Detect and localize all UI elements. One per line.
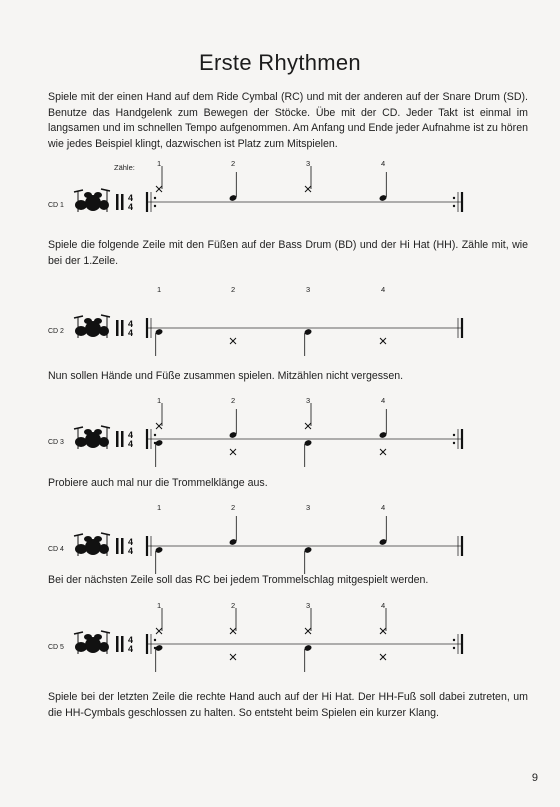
beat-number: 3 <box>306 396 311 405</box>
percussion-clef <box>121 431 124 447</box>
intro-paragraph: Spiele mit der einen Hand auf dem Ride Cymbal (RC) und mit der anderen auf der Snare Drum (SD). Benutze das Handgelenk zum Bewegen der Stöcke. Übe mit der CD. Jeder Takt ist einmal im langsamen und im schnellen Tempo aufgenommen. Am Anfang und Ende jeder Aufnahme ist zu hören wie jedes Beispiel klingt, dazwischen ist Platz zum Mitspielen. <box>48 91 528 150</box>
beat-number: 4 <box>381 159 386 168</box>
repeat-dot <box>154 639 156 641</box>
drum-kit-icon <box>74 426 110 449</box>
percussion-clef <box>121 636 124 652</box>
repeat-dot <box>453 434 455 436</box>
repeat-dot <box>453 639 455 641</box>
drum-kit-icon <box>74 189 110 212</box>
beat-number: 2 <box>231 503 236 512</box>
cd-label: CD 3 <box>48 439 64 446</box>
beat-number: 1 <box>157 396 162 405</box>
page-title: Erste Rhythmen <box>199 50 361 75</box>
repeat-dot <box>453 647 455 649</box>
staff-cd4 <box>0 494 560 574</box>
beat-number: 3 <box>306 503 311 512</box>
paragraph-feet: Spiele die folgende Zeile mit den Füßen auf der Bass Drum (BD) und der Hi Hat (HH). Zähle mit, wie bei der 1.Zeile. <box>48 239 528 267</box>
beat-number: 2 <box>231 159 236 168</box>
time-signature: 4 <box>128 430 134 440</box>
time-signature: 4 <box>128 328 134 338</box>
beat-number: 3 <box>306 285 311 294</box>
cd-label: CD 2 <box>48 328 64 335</box>
repeat-dot <box>154 197 156 199</box>
percussion-clef <box>116 431 119 447</box>
beat-number: 4 <box>381 396 386 405</box>
time-signature: 4 <box>128 537 134 547</box>
repeat-dot <box>154 434 156 436</box>
cd-label: CD 1 <box>48 202 64 209</box>
staff-cd1 <box>0 150 560 230</box>
percussion-clef <box>121 538 124 554</box>
repeat-dot <box>453 197 455 199</box>
paragraph-hihat: Spiele bei der letzten Zeile die rechte Hand auch auf der Hi Hat. Der HH-Fuß soll dabei zutreten, um die HH-Cymbals geschlossen zu halten. So entsteht beim Spielen ein kurzer Klang. <box>48 691 528 719</box>
paragraph-drums-only: Probiere auch mal nur die Trommelklänge aus. <box>48 477 268 489</box>
beat-number: 2 <box>231 396 236 405</box>
time-signature: 4 <box>128 635 134 645</box>
beat-number: 4 <box>381 503 386 512</box>
paragraph-rc-every-beat: Bei der nächsten Zeile soll das RC bei jedem Trommelschlag mitgespielt werden. <box>48 574 429 586</box>
staff-cd3 <box>0 387 560 467</box>
beat-number: 4 <box>381 285 386 294</box>
beat-number: 1 <box>157 601 162 610</box>
page-number: 9 <box>531 772 538 784</box>
time-signature: 4 <box>128 319 134 329</box>
count-label: Zähle: <box>114 163 135 172</box>
percussion-clef <box>121 194 124 210</box>
beat-number: 2 <box>231 601 236 610</box>
beat-number: 1 <box>157 285 162 294</box>
beat-number: 1 <box>157 503 162 512</box>
percussion-clef <box>116 320 119 336</box>
beat-number: 3 <box>306 159 311 168</box>
time-signature: 4 <box>128 202 134 212</box>
repeat-dot <box>154 205 156 207</box>
drum-kit-icon <box>74 315 110 338</box>
beat-number: 1 <box>157 159 162 168</box>
drum-kit-icon <box>74 533 110 556</box>
percussion-clef <box>116 538 119 554</box>
time-signature: 4 <box>128 193 134 203</box>
time-signature: 4 <box>128 644 134 654</box>
percussion-clef <box>116 194 119 210</box>
percussion-clef <box>121 320 124 336</box>
cd-label: CD 4 <box>48 546 64 553</box>
cd-label: CD 5 <box>48 644 64 651</box>
paragraph-hands-feet: Nun sollen Hände und Füße zusammen spielen. Mitzählen nicht vergessen. <box>48 370 404 382</box>
drum-kit-icon <box>74 631 110 654</box>
staff-cd2 <box>0 276 560 356</box>
beat-number: 3 <box>306 601 311 610</box>
time-signature: 4 <box>128 439 134 449</box>
staff-cd5 <box>0 592 560 672</box>
repeat-dot <box>453 205 455 207</box>
beat-number: 4 <box>381 601 386 610</box>
beat-number: 2 <box>231 285 236 294</box>
repeat-dot <box>453 442 455 444</box>
percussion-clef <box>116 636 119 652</box>
time-signature: 4 <box>128 546 134 556</box>
